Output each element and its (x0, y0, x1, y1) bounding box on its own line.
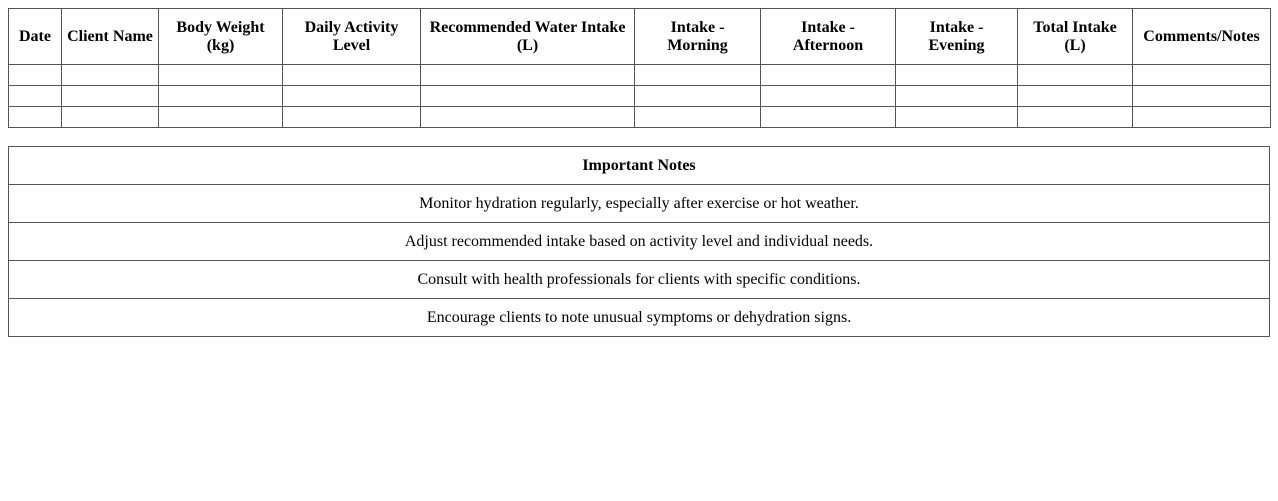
list-item (9, 223, 1270, 261)
note-text: Adjust recommended intake based on activity level and individual needs. (9, 223, 1270, 261)
table-cell[interactable] (62, 86, 159, 107)
table-cell[interactable] (896, 86, 1018, 107)
note-text: Encourage clients to note unusual symptoms or dehydration signs. (9, 299, 1270, 337)
note-text: Consult with health professionals for clients with specific conditions. (9, 261, 1270, 299)
notes-header-row (9, 147, 1270, 185)
column-header-recommended-intake: Recommended Water Intake (L) (421, 9, 635, 65)
table-cell[interactable] (635, 107, 761, 128)
table-cell[interactable] (283, 86, 421, 107)
table-cell[interactable] (635, 86, 761, 107)
table-cell[interactable] (421, 65, 635, 86)
table-cell[interactable] (159, 86, 283, 107)
table-cell[interactable] (159, 107, 283, 128)
list-item (9, 185, 1270, 223)
table-cell[interactable] (62, 107, 159, 128)
table-cell[interactable] (62, 65, 159, 86)
column-header-comments: Comments/Notes (1133, 9, 1271, 65)
column-header-intake-morning: Intake - Morning (635, 9, 761, 65)
table-row (9, 107, 1271, 128)
table-cell[interactable] (421, 107, 635, 128)
table-cell[interactable] (283, 65, 421, 86)
table-row (9, 65, 1271, 86)
table-cell[interactable] (9, 65, 62, 86)
table-cell[interactable] (1133, 107, 1271, 128)
table-cell[interactable] (159, 65, 283, 86)
table-header-row (9, 9, 1271, 65)
table-cell[interactable] (283, 107, 421, 128)
column-header-activity-level: Daily Activity Level (283, 9, 421, 65)
table-cell[interactable] (1018, 107, 1133, 128)
table-cell[interactable] (1133, 86, 1271, 107)
table-cell[interactable] (1018, 86, 1133, 107)
list-item (9, 299, 1270, 337)
column-header-date: Date (9, 9, 62, 65)
column-header-intake-evening: Intake - Evening (896, 9, 1018, 65)
column-header-total-intake: Total Intake (L) (1018, 9, 1133, 65)
hydration-log-table (8, 8, 1271, 128)
table-cell[interactable] (635, 65, 761, 86)
table-cell[interactable] (9, 86, 62, 107)
page-content (8, 8, 1270, 337)
table-cell[interactable] (761, 107, 896, 128)
table-cell[interactable] (1018, 65, 1133, 86)
column-header-client-name: Client Name (62, 9, 159, 65)
notes-title: Important Notes (9, 147, 1270, 185)
list-item (9, 261, 1270, 299)
column-header-intake-afternoon: Intake - Afternoon (761, 9, 896, 65)
table-cell[interactable] (761, 65, 896, 86)
table-cell[interactable] (1133, 65, 1271, 86)
table-cell[interactable] (896, 65, 1018, 86)
table-cell[interactable] (421, 86, 635, 107)
note-text: Monitor hydration regularly, especially after exercise or hot weather. (9, 185, 1270, 223)
important-notes-table (8, 146, 1270, 337)
table-cell[interactable] (9, 107, 62, 128)
table-cell[interactable] (896, 107, 1018, 128)
column-header-body-weight: Body Weight (kg) (159, 9, 283, 65)
table-row (9, 86, 1271, 107)
table-cell[interactable] (761, 86, 896, 107)
